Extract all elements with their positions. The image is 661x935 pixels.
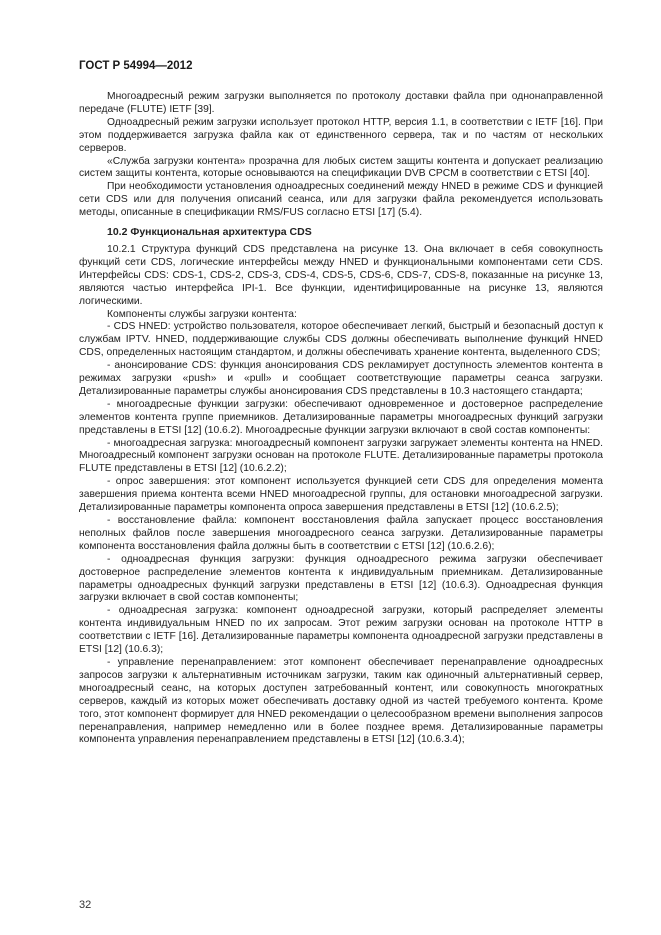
paragraph: Компоненты службы загрузки контента:: [107, 308, 297, 320]
page-number: 32: [79, 899, 92, 911]
list-item: - одноадресная функция загрузки: функция одноадресного режима загрузки обеспечивает достоверное распределение элементов контента к индивидуальным приемникам. Детализированные параметры одноадресных функций загрузки представлены в ETSI [12] (10.6.3). Одноадресная функция загрузки включает в свой состав компоненты;: [79, 553, 603, 604]
list-item: - одноадресная загрузка: компонент одноадресной загрузки, который распределяет элементы контента индивидуальным HNED по их запросам. Этот режим загрузки основан на протоколе HTTP в соответствии с IETF [16]. Детализированные параметры компонента одноадресной загрузки представлены в ETSI [12] (10.6.3);: [79, 605, 603, 656]
paragraph: При необходимости установления одноадресных соединений между HNED в режиме CDS и функцией сети CDS или для получения описаний сеанса, или для загрузки файла рекомендуется использовать методы, описанные в спецификации RMS/FUS согласно ETSI [17] (5.4).: [79, 181, 603, 219]
list-item: - опрос завершения: этот компонент используется функцией сети CDS для определения момента завершения приема контента всеми HNED многоадресной группы, для остановки многоадресной загрузки. Детализированные параметры компонента опроса завершения представлены в ETSI [12] (10.6.2.5);: [79, 476, 603, 514]
document-body: [79, 91, 603, 747]
standard-header: ГОСТ Р 54994—2012: [79, 60, 193, 72]
paragraph: «Служба загрузки контента» прозрачна для любых систем защиты контента и допускает реализацию систем защиты контента, которые основываются на спецификации DVB CPCM в соответствии с ETSI [40].: [79, 155, 603, 180]
list-item: - многоадресная загрузка: многоадресный компонент загрузки загружает элементы контента на HNED. Многоадресный компонент загрузки основан на протоколе FLUTE. Детализированные параметры протокола FLUTE представлены в ETSI [12] (10.6.2.2);: [79, 437, 603, 475]
paragraph: Одноадресный режим загрузки использует протокол HTTP, версия 1.1, в соответствии с IETF [16]. При этом поддерживается загрузка файла как от единственного сервера, так и по частям от нескольких серверов.: [79, 116, 603, 154]
list-item: - анонсирование CDS: функция анонсирования CDS рекламирует доступность элементов контента в режимах загрузки «push» и «pull» и сообщает соответствующие параметры сеанса загрузки. Детализированные параметры службы анонсирования CDS представлены в 10.3 настоящего стандарта;: [79, 360, 603, 397]
list-item: - CDS HNED: устройство пользователя, которое обеспечивает легкий, быстрый и безопасный доступ к службам IPTV. HNED, поддерживающие службы CDS должны обеспечивать выполнение функций HNED CDS, определенных настоящим стандартом, и должны обеспечивать хранение контента, выделенного CDS;: [79, 321, 603, 359]
paragraph: 10.2.1 Структура функций CDS представлена на рисунке 13. Она включает в себя совокупность функций сети CDS, логические интерфейсы между HNED и функциональными компонентами сети CDS. Интерфейсы CDS: CDS-1, CDS-2, CDS-3, CDS-4, CDS-5, CDS-6, CDS-7, CDS-8, показанные на рисунке 13, являются частью интерфейса IPI-1. Все функции, идентифицированные на рисунке 13, являются логическими.: [79, 243, 603, 307]
list-item: - управление перенаправлением: этот компонент обеспечивает перенаправление одноадресных запросов загрузки к альтернативным источникам загрузки, таким как одиночный альтернативный сервер, многоадресный сеанс, на которых доступен затребованный контент, или совокупность многократных серверов, каждый из которых может обеспечивать доставку одной из частей требуемого контента. Кроме того, этот компонент формирует для HNED рекомендации о целесообразном времени выполнения запросов перенаправления, например немедленно или в более позднее время. Детализированные параметры компонента управления перенаправлением представлены в ETSI [12] (10.6.3.4);: [79, 656, 603, 746]
list-item: - многоадресные функции загрузки: обеспечивают одновременное и достоверное распределение элементов контента группе приемников. Детализированные параметры многоадресных функций загрузки представлены в ETSI [12] (10.6.2). Многоадресные функции загрузки включают в свой состав компоненты:: [79, 398, 603, 436]
section-title: 10.2 Функциональная архитектура CDS: [107, 226, 312, 239]
paragraph: Многоадресный режим загрузки выполняется по протоколу доставки файла при однонаправленной передаче (FLUTE) IETF [39].: [79, 91, 603, 115]
list-item: - восстановление файла: компонент восстановления файла запускает процесс восстановления неполных файлов после завершения многоадресного сеанса загрузки. Детализированные параметры компонента восстановления файла должны быть в соответствии с ETSI [12] (10.6.2.6);: [79, 515, 603, 552]
